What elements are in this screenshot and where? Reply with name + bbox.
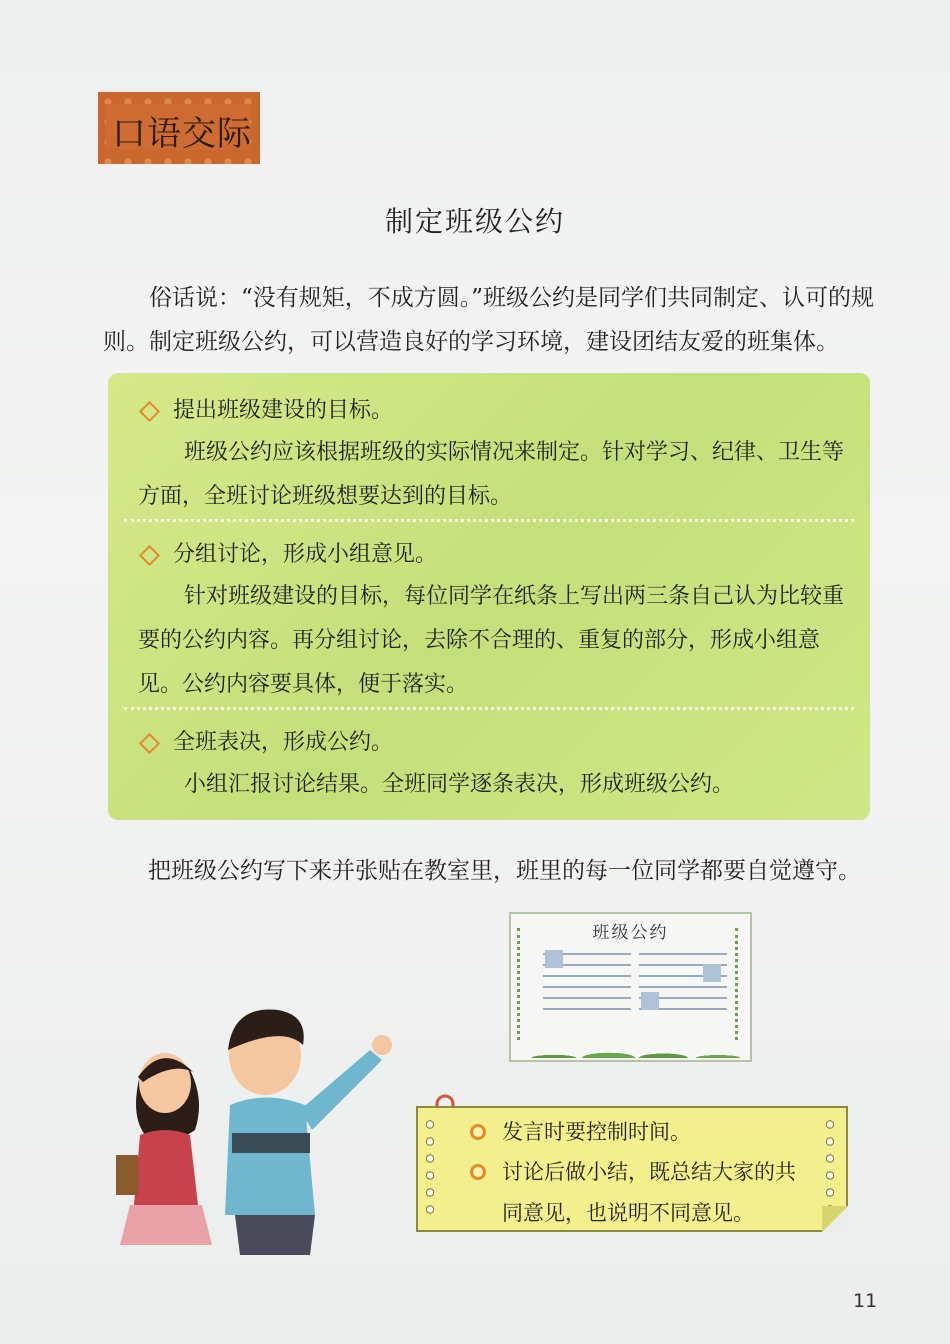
vine-decoration-icon [735,928,748,1040]
diamond-bullet-icon [139,544,160,565]
girl-figure-icon [116,1053,212,1245]
intro-paragraph: 俗话说：“没有规矩，不成方圆。”班级公约是同学们共同制定、认可的规则。制定班级公约，可以营造良好的学习环境，建设团结友爱的班集体。 [103,285,875,355]
poster-photo-icon [703,964,721,982]
circle-bullet-icon [470,1164,486,1180]
step-heading: 全班表决，形成公约。 [173,730,394,755]
punch-holes [426,1116,434,1222]
diamond-bullet-icon [139,732,160,753]
folded-corner [822,1206,848,1232]
lesson-title: 制定班级公约 [384,205,565,238]
step-body: 小组汇报讨论结果。全班同学逐条表决，形成班级公约。 [184,772,735,797]
dotted-divider [124,707,854,710]
tip-text: 发言时要控制时间。 [502,1120,691,1144]
page-number: 11 [853,1290,878,1312]
step-body: 班级公约应该根据班级的实际情况来制定。针对学习、纪律、卫生等方面，全班讨论班级想要达到的目标。 [138,440,845,509]
tip-text: 讨论后做小结，既总结大家的共同意见，也说明不同意见。 [502,1160,796,1225]
step-body: 针对班级建设的目标，每位同学在纸条上写出两三条自己认为比较重要的公约内容。再分组讨论，去除不合理的、重复的部分，形成小组意见。公约内容要具体，便于落实。 [138,584,845,697]
step-heading: 提出班级建设的目标。 [173,398,394,423]
step-item [138,393,850,519]
step-item [138,537,850,707]
children-illustration [110,1005,410,1255]
circle-bullet-icon [470,1124,486,1140]
dotted-divider [124,519,854,522]
section-tag-label: 口语交际 [112,114,252,154]
poster-photo-icon [641,992,659,1010]
tips-note [416,1106,848,1232]
section-tag [98,92,260,164]
poster-title: 班级公约 [592,923,669,943]
class-rules-poster-illustration [509,912,752,1062]
tip-item [470,1152,800,1234]
steps-box [108,373,870,820]
tip-item [470,1112,800,1153]
diamond-bullet-icon [139,400,160,421]
vine-decoration-icon [517,928,530,1040]
poster-photo-icon [545,950,563,968]
hills-decoration-icon [521,1032,740,1058]
closing-paragraph: 把班级公约写下来并张贴在教室里，班里的每一位同学都要自觉遵守。 [148,858,861,884]
boy-figure-icon [225,1010,392,1256]
step-heading: 分组讨论，形成小组意见。 [173,542,438,567]
step-item [138,725,850,807]
